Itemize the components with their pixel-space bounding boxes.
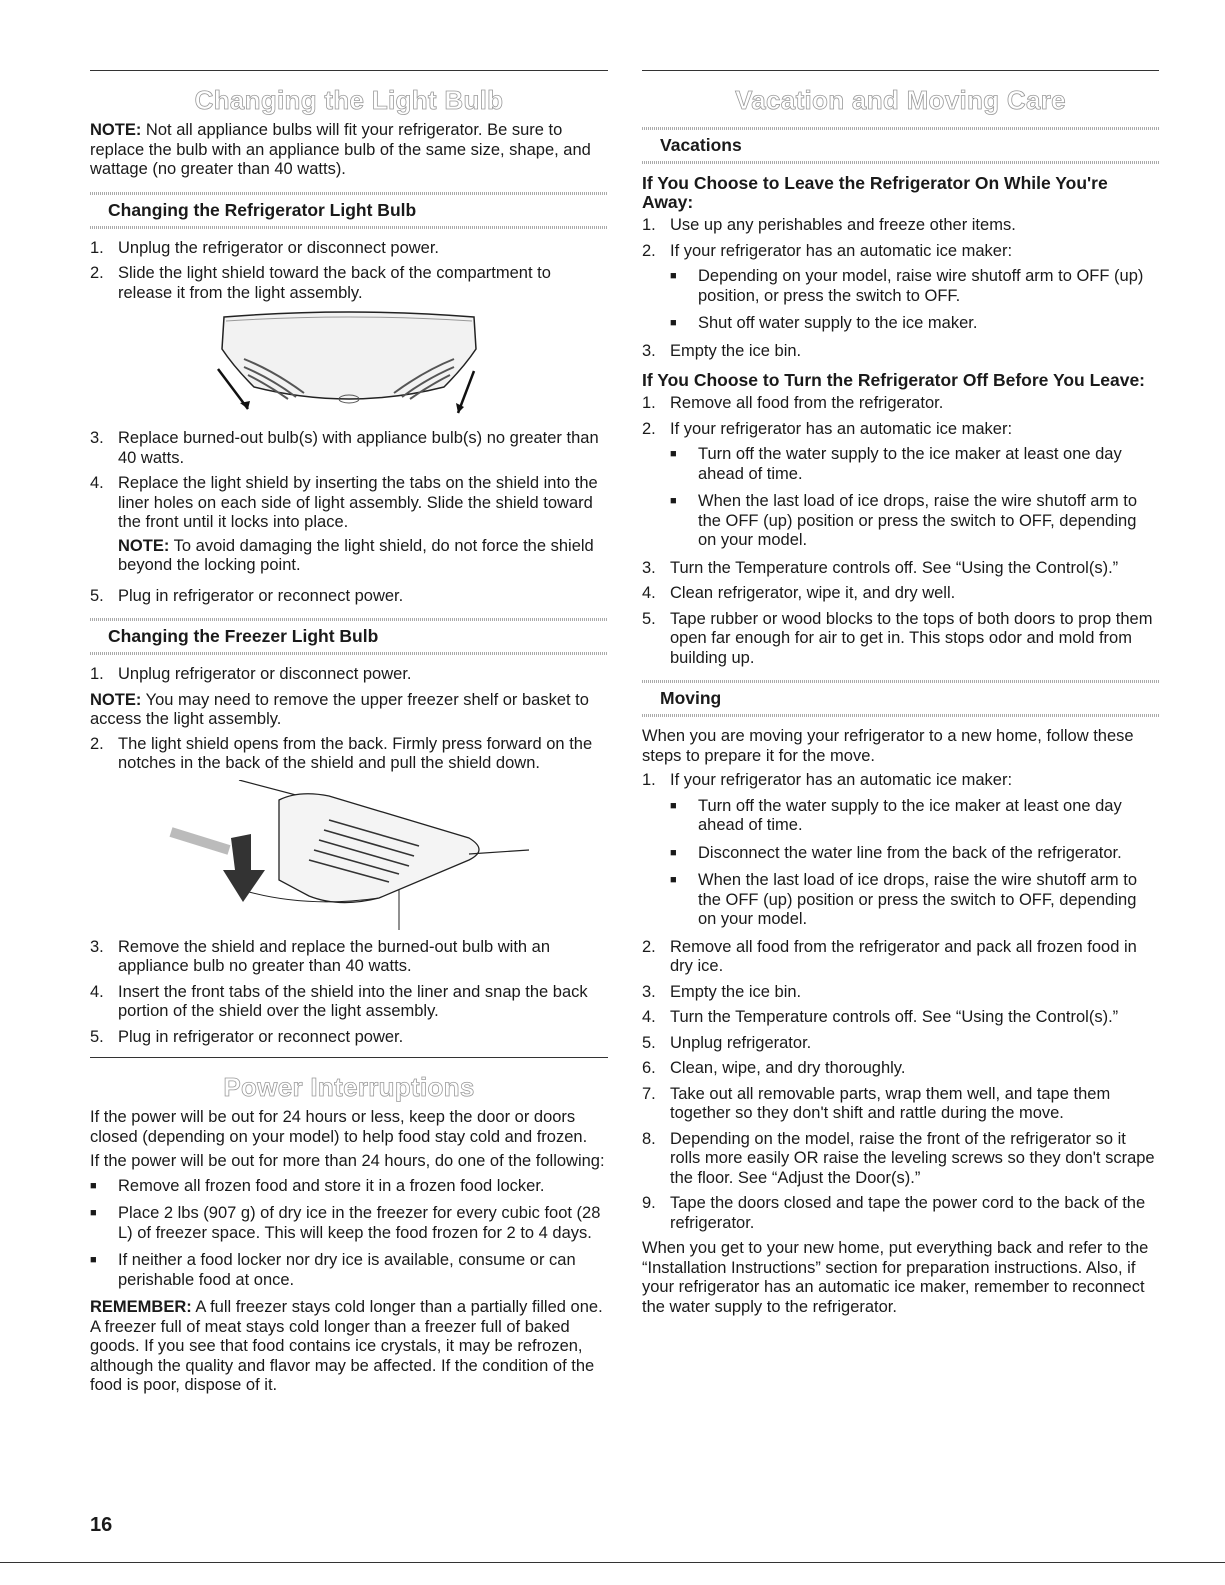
subheading-freezer-bulb: Changing the Freezer Light Bulb (90, 618, 608, 655)
list-item (670, 871, 1159, 930)
list-item (642, 242, 1159, 262)
step-text: Clean, wipe, and dry thoroughly. (670, 1059, 906, 1077)
step-text: Slide the light shield toward the back of the compartment to release it from the light assembly. (118, 264, 551, 302)
moving-bullets (670, 797, 1159, 930)
step-number: 6. (642, 1059, 656, 1077)
freezer-light-shield-illustration (169, 780, 529, 930)
section-rule (90, 1057, 608, 1058)
list-item (642, 559, 1159, 579)
list-item (642, 1008, 1159, 1028)
list-item (90, 983, 608, 1022)
moving-steps-a (642, 771, 1159, 791)
fridge-light-shield-illustration (204, 309, 494, 421)
moving-steps-b (642, 938, 1159, 1234)
list-item (90, 239, 608, 259)
step-number: 5. (90, 586, 104, 605)
step-number: 1. (642, 216, 656, 234)
step-number: 2. (642, 241, 656, 260)
list-item (642, 983, 1159, 1003)
step-text: Unplug the refrigerator or disconnect power. (118, 238, 440, 257)
bullet-text: Turn off the water supply to the ice maker at least one day ahead of time. (698, 796, 1122, 834)
top-rule (90, 70, 608, 71)
step-text: Plug in refrigerator or reconnect power. (118, 586, 404, 605)
bullet-icon: ■ (90, 1254, 97, 1266)
list-item (90, 429, 608, 468)
list-item (642, 216, 1159, 236)
leave-on-steps (642, 216, 1159, 261)
step-number: 2. (642, 937, 656, 956)
note-label: NOTE: (90, 690, 142, 709)
step-text: Plug in refrigerator or reconnect power. (118, 1027, 404, 1046)
list-item (642, 1085, 1159, 1124)
step-number: 2. (90, 734, 104, 753)
top-rule (642, 70, 1159, 71)
list-item (670, 267, 1159, 306)
freezer-steps-c (90, 938, 608, 1048)
step-number: 9. (642, 1194, 656, 1212)
list-item (642, 771, 1159, 791)
note-text: To avoid damaging the light shield, do not force the shield beyond the locking point. (118, 536, 594, 574)
step-number: 5. (642, 609, 656, 628)
list-item (90, 1177, 608, 1197)
step-note (118, 537, 608, 576)
step-text: Empty the ice bin. (670, 982, 802, 1001)
step-number: 1. (642, 394, 656, 412)
step-text: Unplug refrigerator or disconnect power. (118, 665, 412, 683)
subheading-fridge-bulb: Changing the Refrigerator Light Bulb (90, 192, 608, 229)
list-item (642, 394, 1159, 414)
bullet-icon: ■ (670, 799, 677, 812)
step-text: Turn the Temperature controls off. See “Using the Control(s).” (670, 558, 1119, 577)
list-item (670, 797, 1159, 836)
turn-off-steps-a (642, 394, 1159, 439)
step-number: 4. (642, 1008, 656, 1026)
bullet-icon: ■ (670, 448, 677, 460)
step-number: 3. (90, 937, 104, 956)
subheading-vacations: Vacations (642, 127, 1159, 164)
step-text: Clean refrigerator, wipe it, and dry well. (670, 584, 956, 602)
list-item (670, 314, 1159, 334)
freezer-note (90, 691, 608, 730)
fridge-steps-a (90, 239, 608, 304)
bullet-icon: ■ (670, 317, 677, 329)
step-text: Remove all food from the refrigerator and pack all frozen food in dry ice. (670, 937, 1137, 975)
freezer-steps-b (90, 735, 608, 774)
section-title-vacation: Vacation and Moving Care (735, 85, 1066, 115)
step-number: 2. (90, 264, 104, 282)
power-paragraph-1: If the power will be out for 24 hours or less, keep the door or doors closed (depending on your model) to help food stay cold and frozen. (90, 1108, 588, 1146)
note-text: You may need to remove the upper freezer shelf or basket to access the light assembly. (90, 690, 589, 728)
bulb-note (90, 121, 608, 180)
list-item (642, 420, 1159, 440)
step-text: Empty the ice bin. (670, 341, 802, 360)
list-item (642, 938, 1159, 977)
list-item (642, 1130, 1159, 1189)
list-item (670, 492, 1159, 551)
step-text: If your refrigerator has an automatic ice maker: (670, 419, 1013, 438)
step-text: Replace the light shield by inserting the tabs on the shield into the liner holes on each side of light assembly. Slide the shield toward the front until it locks into place. (118, 474, 598, 531)
bullet-text: When the last load of ice drops, raise the wire shutoff arm to the OFF (up) position or press the switch to OFF, depending on your model. (698, 492, 1137, 549)
power-bullets (90, 1177, 608, 1291)
note-label: NOTE: (118, 536, 170, 555)
list-item (670, 445, 1159, 484)
bullet-icon: ■ (670, 270, 677, 282)
step-text: Tape rubber or wood blocks to the tops of both doors to prop them open far enough for air to get in. This stops odor and mold from building up. (670, 609, 1153, 667)
bullet-text: Place 2 lbs (907 g) of dry ice in the freezer for every cubic foot (28 L) of freezer space. This will keep the food frozen for 2 to 4 days. (118, 1204, 601, 1242)
list-item (90, 665, 608, 685)
leave-on-steps-b (642, 342, 1159, 362)
subheading-moving: Moving (642, 680, 1159, 717)
right-column (642, 70, 1159, 1322)
step-number: 1. (90, 665, 104, 683)
step-number: 5. (90, 1027, 104, 1046)
step-text: If your refrigerator has an automatic ice maker: (670, 241, 1013, 260)
step-number: 8. (642, 1129, 656, 1148)
list-item (90, 587, 608, 607)
step-body (118, 474, 608, 581)
bullet-text: Shut off water supply to the ice maker. (698, 314, 978, 332)
step-text: Unplug refrigerator. (670, 1033, 812, 1052)
bullet-text: Turn off the water supply to the ice maker at least one day ahead of time. (698, 445, 1122, 483)
section-title-power: Power Interruptions (223, 1072, 475, 1102)
fridge-steps-b (90, 429, 608, 606)
bullet-text: If neither a food locker nor dry ice is available, consume or can perishable food at once. (118, 1251, 576, 1289)
list-item (90, 474, 608, 581)
list-item (642, 584, 1159, 604)
step-text: Replace burned-out bulb(s) with appliance bulb(s) no greater than 40 watts. (118, 429, 599, 467)
step-number: 3. (642, 982, 656, 1001)
list-item (90, 1251, 608, 1290)
heading-turn-off: If You Choose to Turn the Refrigerator Off Before You Leave: (642, 370, 1146, 390)
step-text: If your refrigerator has an automatic ice maker: (670, 771, 1013, 789)
note-label: NOTE: (90, 121, 142, 139)
step-text: Remove all food from the refrigerator. (670, 394, 944, 412)
step-text: Depending on the model, raise the front of the refrigerator so it rolls more easily OR raise the leveling screws so they don't scrape the floor. See “Adjust the Door(s).” (670, 1129, 1155, 1187)
list-item (90, 735, 608, 774)
step-number: 7. (642, 1084, 656, 1103)
remember-label: REMEMBER: (90, 1298, 192, 1316)
freezer-steps-a (90, 665, 608, 685)
step-text: Take out all removable parts, wrap them well, and tape them together so they don't shift and rattle during the move. (670, 1084, 1111, 1122)
remember-text: A full freezer stays cold longer than a partially filled one. A freezer full of meat stays cold longer than a freezer full of baked goods. If you see that food contains ice crystals, it may be refrozen, although the quality and flavor may be affected. If the condition of the food is poor, dispose of it. (90, 1298, 603, 1394)
step-number: 3. (90, 429, 104, 447)
moving-intro: When you are moving your refrigerator to a new home, follow these steps to prepare it for the move. (642, 727, 1134, 765)
bullet-icon: ■ (670, 846, 677, 859)
step-number: 4. (90, 474, 104, 492)
bullet-text: Disconnect the water line from the back of the refrigerator. (698, 843, 1122, 862)
turn-off-steps-b (642, 559, 1159, 669)
moving-outro: When you get to your new home, put everything back and refer to the “Installation Instructions” section for preparation instructions. Also, if your refrigerator has an automatic ice maker, remember to reconnect the water supply to the refrigerator. (642, 1239, 1149, 1316)
list-item (642, 1059, 1159, 1079)
bullet-text: Depending on your model, raise wire shutoff arm to OFF (up) position, or press the switch to OFF. (698, 267, 1144, 305)
step-text: Use up any perishables and freeze other items. (670, 216, 1016, 234)
step-text: Remove the shield and replace the burned-out bulb with an appliance bulb no greater than 40 watts. (118, 937, 551, 975)
step-text: The light shield opens from the back. Firmly press forward on the notches in the back of the shield and pull the shield down. (118, 734, 593, 772)
bullet-icon: ■ (90, 1179, 97, 1192)
step-number: 1. (642, 771, 656, 789)
list-item (90, 1204, 608, 1243)
step-text: Turn the Temperature controls off. See “Using the Control(s).” (670, 1008, 1119, 1026)
power-paragraph-2: If the power will be out for more than 24 hours, do one of the following: (90, 1152, 605, 1170)
turn-off-bullets (670, 445, 1159, 551)
leave-on-bullets (670, 267, 1159, 334)
step-number: 2. (642, 419, 656, 438)
step-number: 3. (642, 341, 656, 360)
step-number: 5. (642, 1033, 656, 1052)
page-number: 16 (90, 1514, 113, 1536)
bullet-icon: ■ (670, 874, 677, 886)
step-number: 4. (642, 584, 656, 602)
bottom-rule (0, 1562, 1225, 1563)
bullet-text: When the last load of ice drops, raise the wire shutoff arm to the OFF (up) position or press the switch to OFF, depending on your model. (698, 871, 1137, 928)
list-item (642, 1194, 1159, 1233)
list-item (90, 1028, 608, 1048)
list-item (670, 844, 1159, 864)
step-number: 3. (642, 558, 656, 577)
step-text: Tape the doors closed and tape the power cord to the back of the refrigerator. (670, 1194, 1146, 1232)
bullet-icon: ■ (670, 495, 677, 507)
list-item (90, 938, 608, 977)
bullet-text: Remove all frozen food and store it in a frozen food locker. (118, 1176, 545, 1195)
bullet-icon: ■ (90, 1207, 97, 1219)
step-number: 4. (90, 982, 104, 1001)
left-column (90, 70, 608, 1401)
section-title-light-bulb: Changing the Light Bulb (194, 85, 504, 115)
step-text: Insert the front tabs of the shield into the liner and snap the back portion of the shield over the light assembly. (118, 982, 588, 1020)
list-item (642, 1034, 1159, 1054)
heading-leave-on: If You Choose to Leave the Refrigerator On While You're Away: (642, 173, 1108, 212)
note-text: Not all appliance bulbs will fit your refrigerator. Be sure to replace the bulb with an appliance bulb of the same size, shape, and wattage (no greater than 40 watts). (90, 121, 591, 178)
list-item (642, 342, 1159, 362)
step-number: 1. (90, 238, 104, 257)
list-item (642, 610, 1159, 669)
list-item (90, 264, 608, 303)
remember-paragraph (90, 1298, 608, 1396)
